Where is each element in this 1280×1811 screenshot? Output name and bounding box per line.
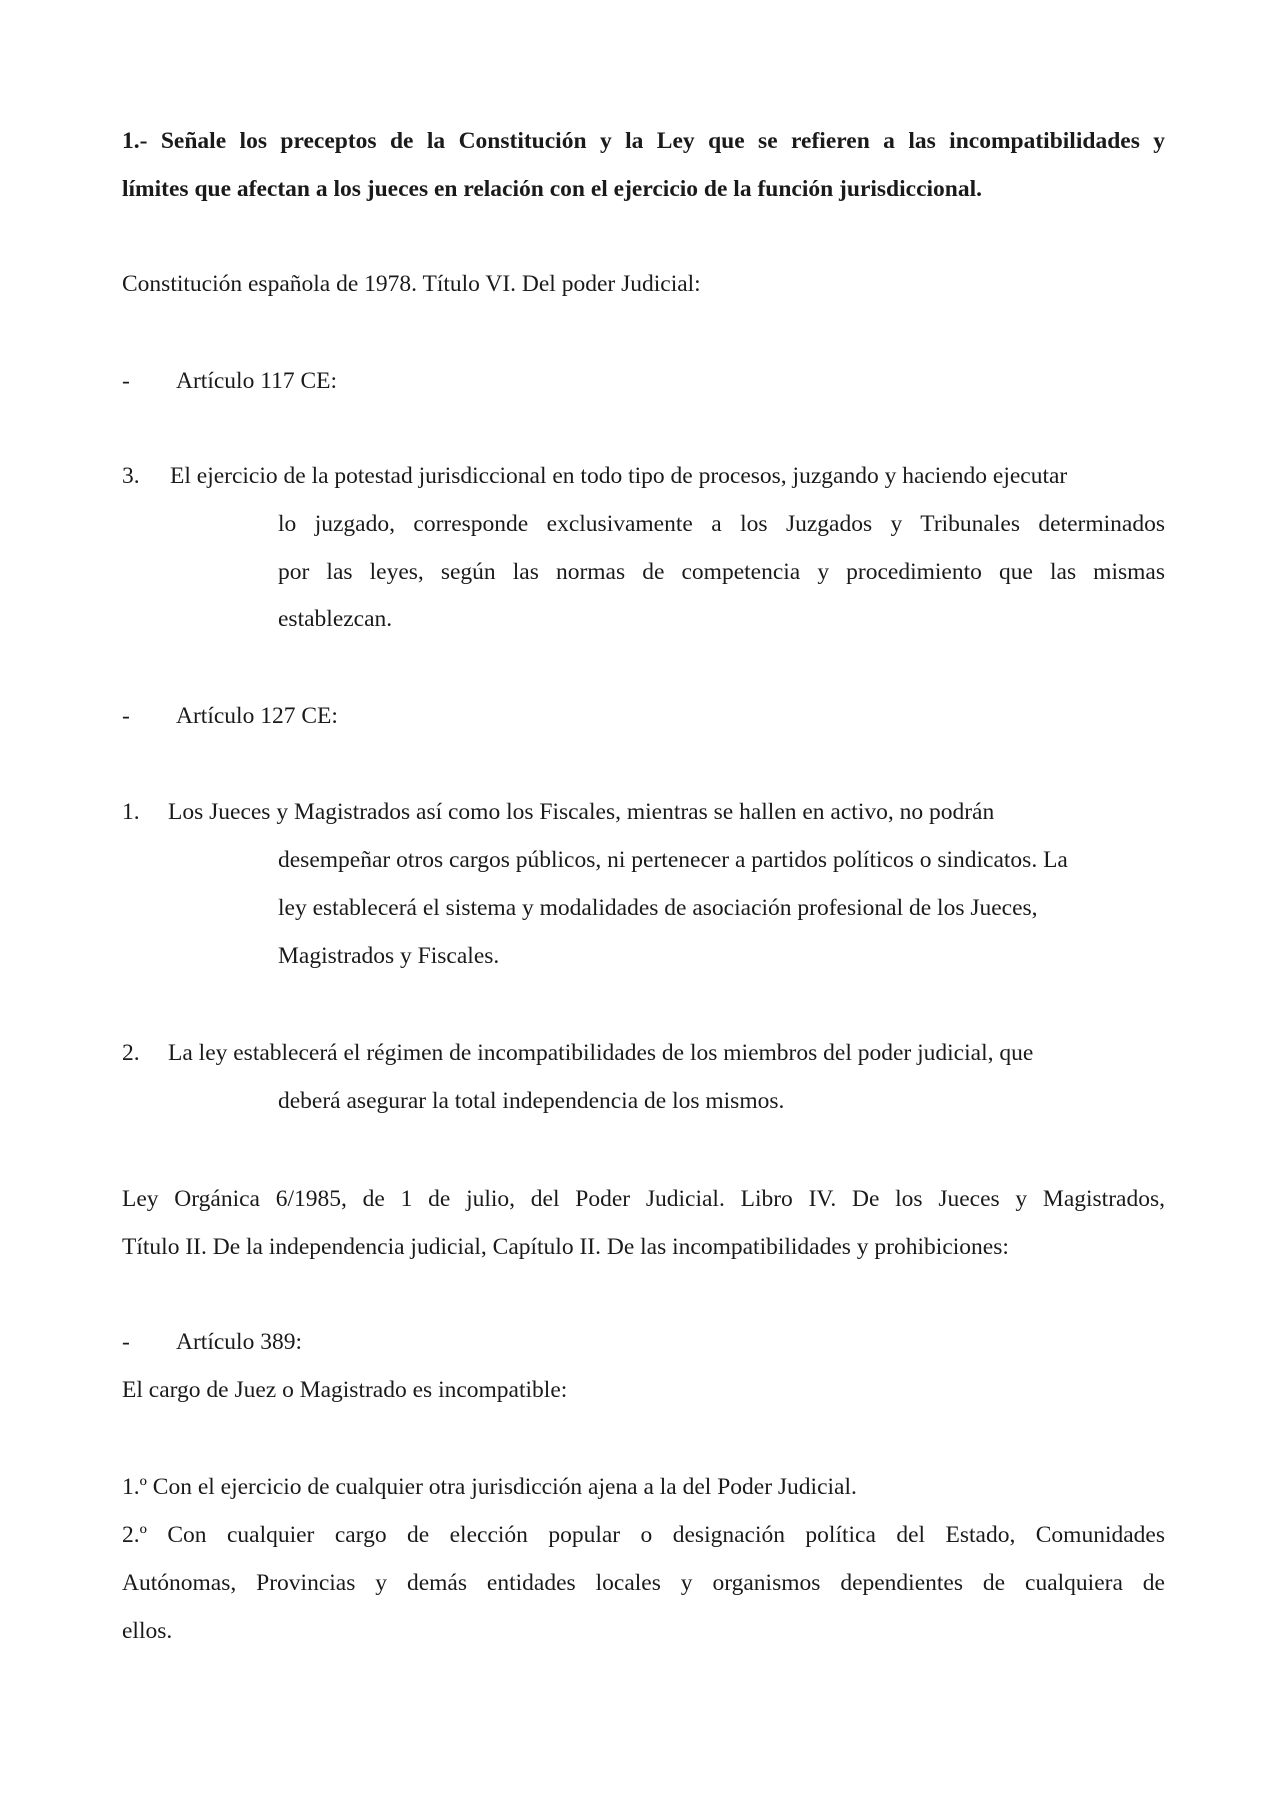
art127-item1-line-4: Magistrados y Fiscales. [278, 943, 500, 969]
constitution-intro: Constitución española de 1978. Título VI. Del poder Judicial: [122, 271, 701, 297]
lopj-intro-line-2: Título II. De la independencia judicial, Capítulo II. De las incompatibilidades y prohibiciones: [122, 1234, 1009, 1260]
art117-bullet: - [122, 368, 130, 394]
art389-item-2-line-1: 2.º Con cualquier cargo de elección popular o designación política del Estado, Comunidades [122, 1522, 1165, 1548]
art389-intro: El cargo de Juez o Magistrado es incompatible: [122, 1377, 568, 1403]
art389-item-1: 1.º Con el ejercicio de cualquier otra jurisdicción ajena a la del Poder Judicial. [122, 1474, 857, 1500]
art127-item1-number: 1. [122, 799, 140, 825]
art117-item-number: 3. [122, 463, 140, 489]
art389-heading: Artículo 389: [176, 1329, 302, 1355]
art389-bullet: - [122, 1329, 130, 1355]
art127-item2-line-1: La ley establecerá el régimen de incompatibilidades de los miembros del poder judicial, que [168, 1040, 1034, 1066]
art117-line-4: establezcan. [278, 606, 393, 632]
question-line-1: 1.- Señale los preceptos de la Constitución y la Ley que se refieren a las incompatibilidades y [122, 128, 1165, 154]
art127-item1-line-2: desempeñar otros cargos públicos, ni pertenecer a partidos políticos o sindicatos. La [278, 847, 1068, 873]
lopj-intro-line-1: Ley Orgánica 6/1985, de 1 de julio, del Poder Judicial. Libro IV. De los Jueces y Magistrados, [122, 1186, 1165, 1212]
art127-item2-line-2: deberá asegurar la total independencia de los mismos. [278, 1088, 785, 1114]
question-line-2: límites que afectan a los jueces en relación con el ejercicio de la función jurisdiccional. [122, 176, 983, 202]
art389-item-2-line-2: Autónomas, Provincias y demás entidades locales y organismos dependientes de cualquiera de [122, 1570, 1165, 1596]
art117-line-2: lo juzgado, corresponde exclusivamente a los Juzgados y Tribunales determinados [278, 511, 1165, 537]
art117-line-1: El ejercicio de la potestad jurisdiccional en todo tipo de procesos, juzgando y haciendo ejecutar [170, 463, 1068, 489]
art127-heading: Artículo 127 CE: [176, 703, 338, 729]
art389-item-2-line-3: ellos. [122, 1618, 173, 1644]
art127-item2-number: 2. [122, 1040, 140, 1066]
art127-bullet: - [122, 703, 130, 729]
art127-item1-line-3: ley establecerá el sistema y modalidades de asociación profesional de los Jueces, [278, 895, 1038, 921]
art117-line-3: por las leyes, según las normas de competencia y procedimiento que las mismas [278, 559, 1165, 585]
art117-heading: Artículo 117 CE: [176, 368, 338, 394]
art127-item1-line-1: Los Jueces y Magistrados así como los Fiscales, mientras se hallen en activo, no podrán [168, 799, 995, 825]
